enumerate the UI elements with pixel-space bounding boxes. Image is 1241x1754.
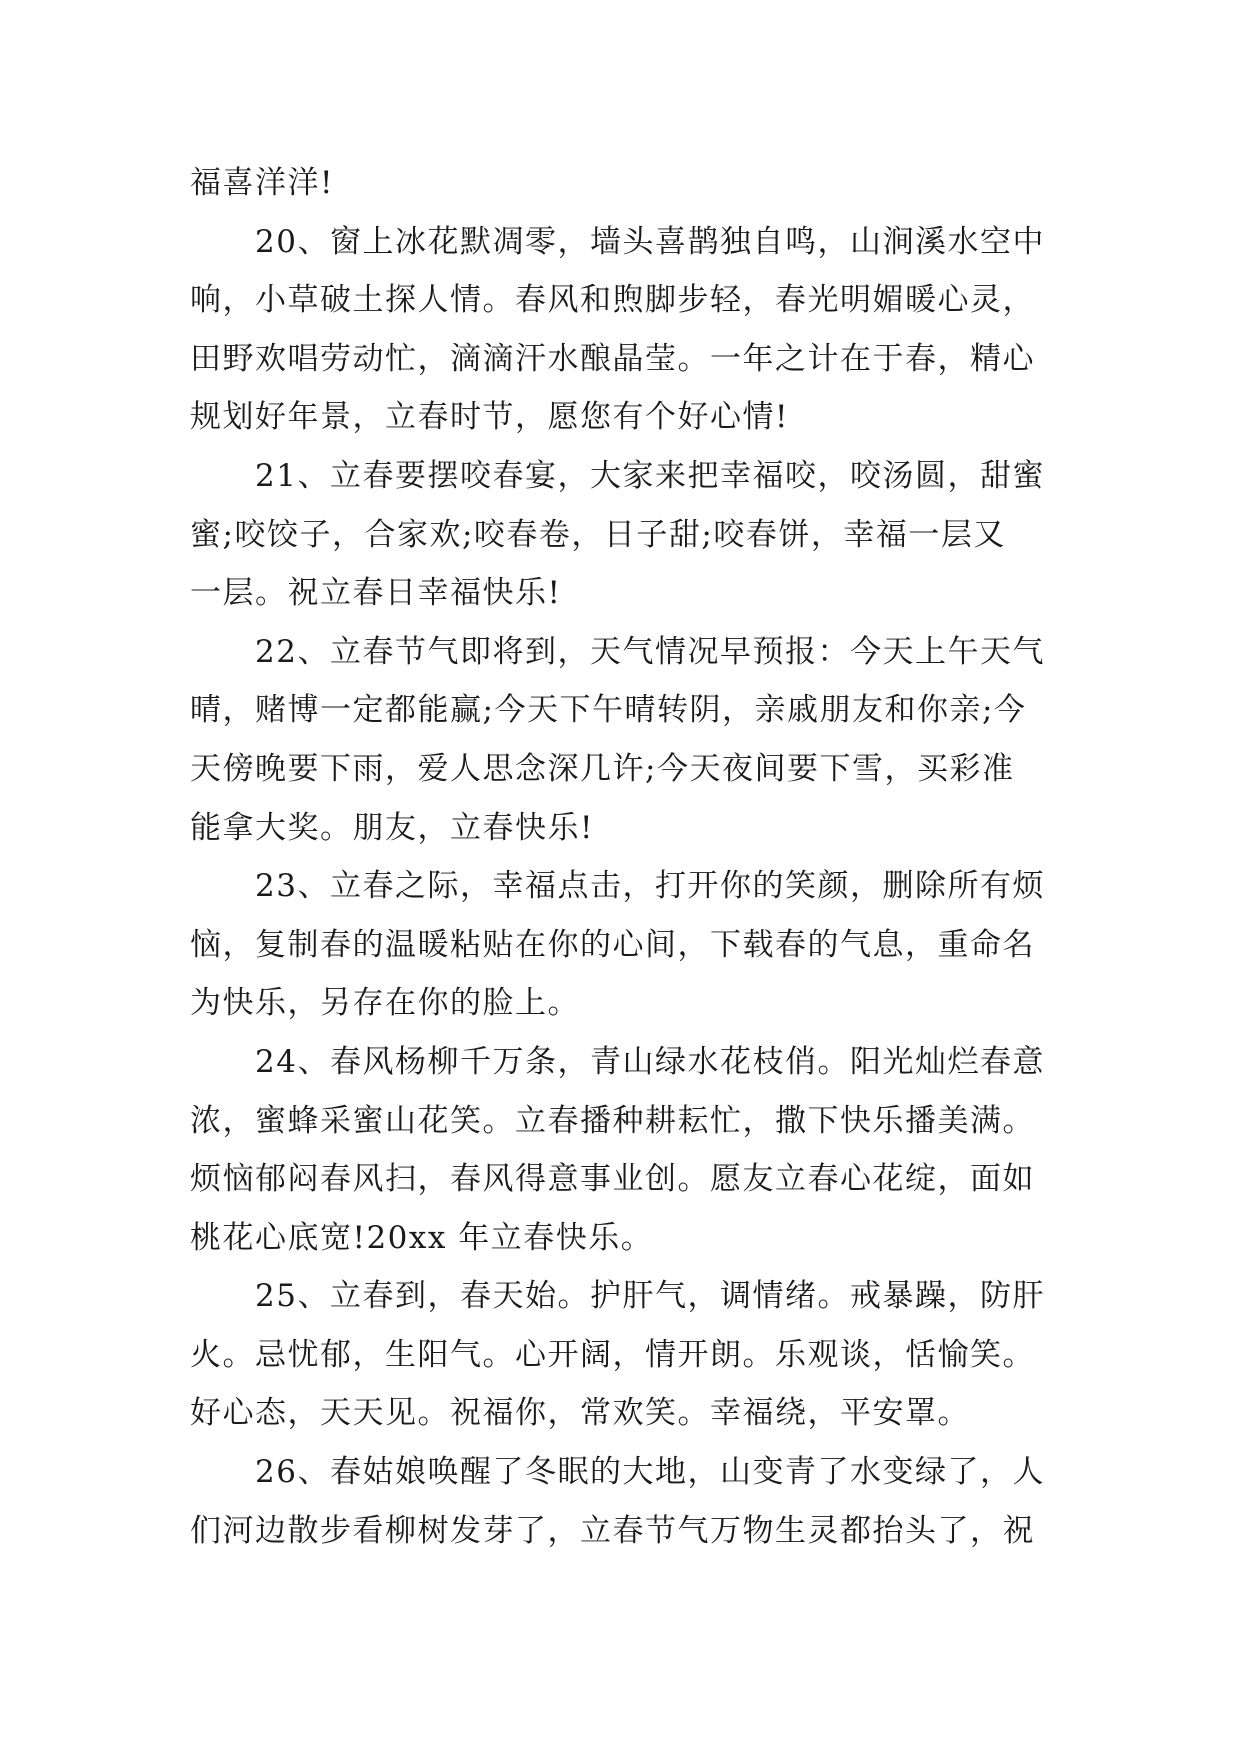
text-line: 们河边散步看柳树发芽了，立春节气万物生灵都抬头了，祝	[190, 1512, 1035, 1549]
text-line: 蜜;咬饺子，合家欢;咬春卷，日子甜;咬春饼，幸福一层又	[190, 516, 1006, 553]
text-line: 24、春风杨柳千万条，青山绿水花枝俏。阳光灿烂春意	[190, 1043, 1045, 1080]
text-line: 田野欢唱劳动忙，滴滴汗水酿晶莹。一年之计在于春，精心	[190, 340, 1035, 377]
text-line: 23、立春之际，幸福点击，打开你的笑颜，删除所有烦	[190, 868, 1045, 905]
text-line: 22、立春节气即将到，天气情况早预报：今天上午天气	[190, 633, 1045, 670]
text-line: 恼，复制春的温暖粘贴在你的心间，下载春的气息，重命名	[190, 926, 1035, 963]
text-line: 福喜洋洋!	[190, 165, 334, 201]
text-line: 浓，蜜蜂采蜜山花笑。立春播种耕耘忙，撒下快乐播美满。	[190, 1102, 1035, 1139]
text-line: 20、窗上冰花默凋零，墙头喜鹊独自鸣，山涧溪水空中	[190, 223, 1045, 260]
text-line: 能拿大奖。朋友，立春快乐!	[190, 809, 594, 846]
text-line: 规划好年景，立春时节，愿您有个好心情!	[190, 399, 789, 436]
text-line: 一层。祝立春日幸福快乐!	[190, 575, 562, 612]
text-line: 烦恼郁闷春风扫，春风得意事业创。愿友立春心花绽，面如	[190, 1161, 1035, 1198]
text-line: 21、立春要摆咬春宴，大家来把幸福咬，咬汤圆，甜蜜	[190, 457, 1045, 494]
text-line: 响，小草破土探人情。春风和煦脚步轻，春光明媚暖心灵，	[190, 282, 1035, 319]
text-line: 天傍晚要下雨，爱人思念深几许;今天夜间要下雪，买彩准	[190, 750, 1015, 787]
text-line: 为快乐，另存在你的脸上。	[190, 985, 580, 1022]
text-line: 桃花心底宽!20xx 年立春快乐。	[190, 1219, 654, 1256]
text-line: 26、春姑娘唤醒了冬眠的大地，山变青了水变绿了，人	[190, 1454, 1045, 1491]
document-text-body	[190, 154, 1080, 1560]
text-line: 25、立春到，春天始。护肝气，调情绪。戒暴躁，防肝	[190, 1278, 1045, 1315]
text-line: 火。忌忧郁，生阳气。心开阔，情开朗。乐观谈，恬愉笑。	[190, 1336, 1035, 1373]
text-line: 晴，赌博一定都能赢;今天下午晴转阴，亲戚朋友和你亲;今	[190, 692, 1027, 729]
text-line: 好心态，天天见。祝福你，常欢笑。幸福绕，平安罩。	[190, 1395, 970, 1432]
